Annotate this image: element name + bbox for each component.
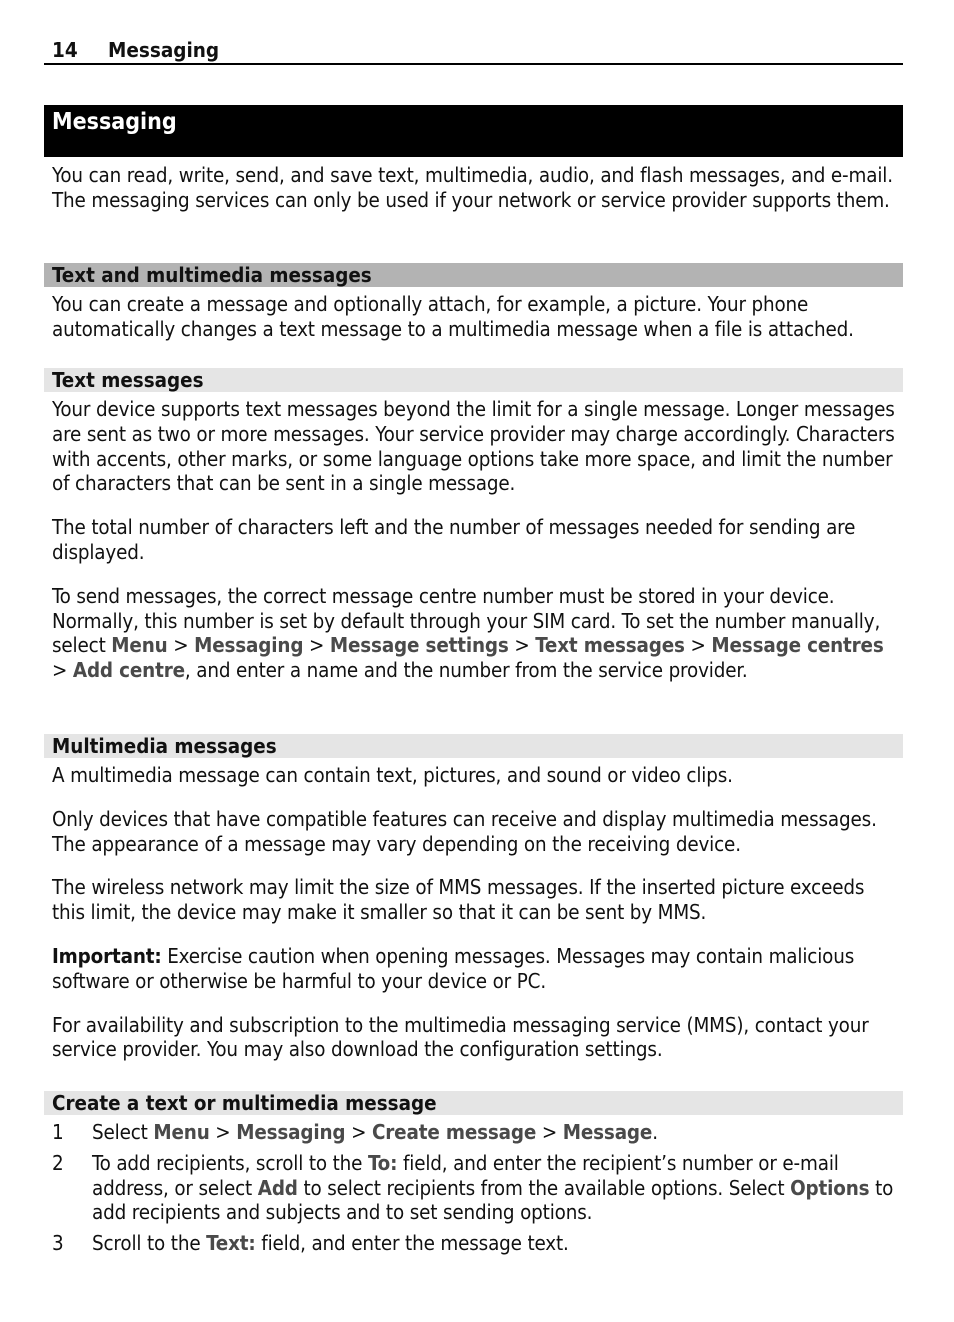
- field-text: Text:: [206, 1231, 256, 1256]
- menu-path-message-settings: Message settings: [329, 633, 509, 658]
- section-text-messages: [44, 368, 903, 683]
- paragraph-text-multimedia: You can create a message and optionally attach, for example, a picture. Your phone automatically changes a text message to a multimedia message when a file is attached.: [52, 292, 854, 341]
- section-create-message: [44, 1091, 903, 1256]
- intro-paragraph: You can read, write, send, and save text, multimedia, audio, and flash messages, and e-mail. The messaging services can only be used if your network or service provider supports them.: [52, 163, 893, 212]
- step-number: 1: [52, 1120, 64, 1144]
- menu-path-messaging: Messaging: [236, 1120, 346, 1144]
- paragraph-text-messages-1: Your device supports text messages beyond the limit for a single message. Longer messages are sent as two or more messages. Your service provider may charge accordingly. Characters with accents, other marks, or some language options take more space, and limit the number of characters that can be sent in a single message.: [52, 397, 895, 496]
- option-add: Add: [257, 1175, 298, 1200]
- menu-path-messaging: Messaging: [194, 633, 304, 658]
- menu-path-message: Message: [562, 1120, 653, 1144]
- running-header: [44, 37, 903, 65]
- important-label: Important:: [52, 943, 162, 968]
- running-header-section: Messaging: [108, 38, 220, 62]
- step-3: 3 Scroll to the Text: field, and enter the message text.: [52, 1231, 569, 1256]
- step-2: 2 To add recipients, scroll to the To: field, and enter the recipient’s number or e-mail address, or select Add to select recipients from the available options. Select Options to add recipients and subjects and to set sending options.: [52, 1150, 894, 1225]
- paragraph-multimedia-1: A multimedia message can contain text, pictures, and sound or video clips.: [52, 763, 733, 787]
- important-note: Important: Exercise caution when opening messages. Messages may contain malicious software or otherwise be harmful to your device or PC.: [52, 943, 855, 993]
- field-to: To:: [367, 1150, 398, 1175]
- intro-block: [44, 163, 903, 213]
- paragraph-text-messages-3: To send messages, the correct message centre number must be stored in your device. Normally, this number is set by default through your SIM card. To set the number manually, select Menu > Messaging > Message settings > Text messages > Message centres > Add centre, and enter a name and the number from the service provider.: [52, 583, 884, 683]
- paragraph-multimedia-2: Only devices that have compatible features can receive and display multimedia messages. The appearance of a message may vary depending on the receiving device.: [52, 806, 877, 856]
- step-1: 1 Select Menu > Messaging > Create message > Message.: [52, 1120, 658, 1144]
- section-text-multimedia: [44, 263, 903, 342]
- section-heading-text-messages: Text messages: [44, 368, 903, 392]
- menu-path-message-centres: Message centres: [711, 633, 884, 658]
- menu-path-text-messages: Text messages: [535, 633, 685, 658]
- step-number: 3: [52, 1231, 64, 1256]
- page-number: 14: [52, 38, 78, 62]
- menu-path-menu: Menu: [111, 633, 168, 658]
- paragraph-text-messages-2: The total number of characters left and the number of messages needed for sending are displayed.: [52, 515, 856, 564]
- option-options: Options: [790, 1175, 870, 1200]
- section-heading-create-message: Create a text or multimedia message: [44, 1091, 903, 1115]
- paragraph-multimedia-5: For availability and subscription to the multimedia messaging service (MMS), contact your service provider. You may also download the configuration settings.: [52, 1012, 869, 1062]
- chapter-title: Messaging: [44, 105, 903, 157]
- section-heading-text-multimedia: Text and multimedia messages: [44, 263, 903, 287]
- menu-path-menu: Menu: [153, 1120, 210, 1144]
- paragraph-multimedia-3: The wireless network may limit the size of MMS messages. If the inserted picture exceeds this limit, the device may make it smaller so that it can be sent by MMS.: [52, 875, 865, 925]
- step-number: 2: [52, 1150, 64, 1175]
- menu-path-add-centre: Add centre: [72, 658, 185, 683]
- section-multimedia-messages: [44, 734, 903, 1062]
- menu-path-create-message: Create message: [371, 1120, 537, 1144]
- section-heading-multimedia: Multimedia messages: [44, 734, 903, 758]
